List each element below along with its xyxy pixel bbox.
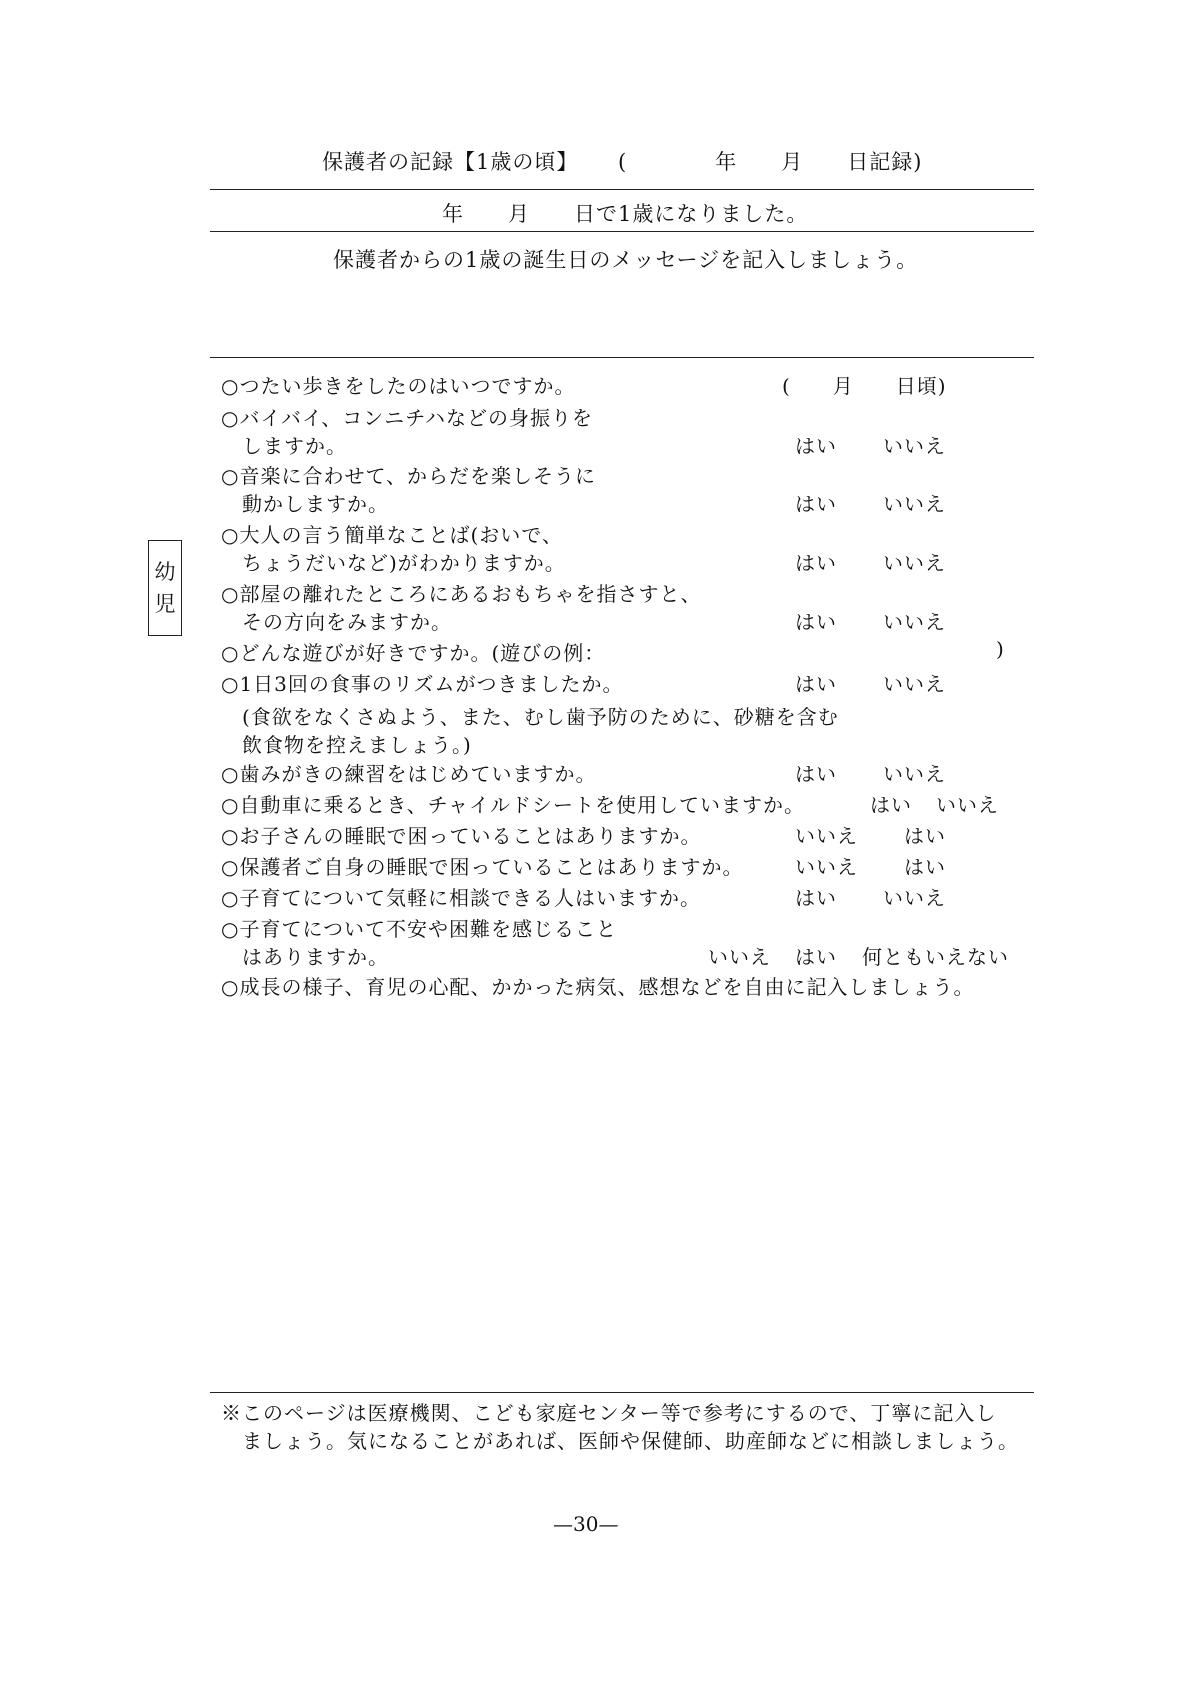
yes-option[interactable]: はい (795, 945, 837, 969)
birthday-line[interactable]: 年 月 日で1歳になりました。 (442, 202, 809, 226)
no-option[interactable]: いいえ (883, 551, 946, 575)
divider (210, 231, 1034, 232)
free-notes-area[interactable] (210, 1005, 1034, 1385)
side-label-box (148, 540, 182, 636)
side-label-char: 幼 (154, 560, 176, 584)
yes-option[interactable]: はい (795, 672, 837, 696)
question-free-notes: ○成長の様子、育児の心配、かかった病気、感想などを自由に記入しましょう。 (221, 975, 975, 999)
page-title: 保護者の記録【1歳の頃】 (322, 150, 579, 174)
footer-note-cont: ましょう。気になることがあれば、医師や保健師、助産師などに相談しましょう。 (242, 1429, 1019, 1453)
question-consult: ○子育てについて気軽に相談できる人はいますか。 (221, 886, 702, 910)
no-option[interactable]: いいえ (936, 793, 999, 817)
meals-note-cont: 飲食物を控えましょう。) (242, 733, 472, 757)
divider (210, 189, 1034, 190)
yes-option[interactable]: はい (795, 434, 837, 458)
yes-option[interactable]: はい (795, 610, 837, 634)
record-date-field[interactable]: ( 年 月 日記録) (618, 150, 923, 174)
question-child-seat: ○自動車に乗るとき、チャイルドシートを使用していますか。 (221, 793, 806, 817)
question-pointing-cont: その方向をみますか。 (242, 610, 452, 634)
message-area[interactable] (210, 280, 1034, 355)
walking-date-field[interactable]: ( 月 日頃) (782, 374, 947, 398)
yes-option[interactable]: はい (795, 492, 837, 516)
close-paren: ) (996, 637, 1005, 661)
yes-option[interactable]: はい (795, 551, 837, 575)
question-anxiety: ○子育てについて不安や困難を感じること (221, 917, 618, 941)
question-gestures: ○バイバイ、コンニチハなどの身振りを (221, 406, 594, 430)
question-words: ○大人の言う簡単なことば(おいで、 (221, 523, 563, 547)
no-option[interactable]: いいえ (795, 824, 858, 848)
question-pointing: ○部屋の離れたところにあるおもちゃを指さすと、 (221, 582, 702, 606)
meals-note: (食欲をなくさぬよう、また、むし歯予防のために、砂糖を含む (242, 705, 839, 729)
yes-option[interactable]: はい (795, 886, 837, 910)
question-gestures-cont: しますか。 (242, 434, 347, 458)
no-option[interactable]: いいえ (883, 886, 946, 910)
page-number: —30— (553, 1512, 619, 1536)
question-meals: ○1日3回の食事のリズムがつきましたか。 (221, 672, 624, 696)
question-anxiety-cont: はありますか。 (242, 945, 389, 969)
yes-option[interactable]: はい (795, 762, 837, 786)
question-music-cont: 動かしますか。 (242, 492, 389, 516)
question-words-cont: ちょうだいなど)がわかりますか。 (242, 551, 566, 575)
no-option[interactable]: いいえ (795, 855, 858, 879)
yes-option[interactable]: はい (904, 855, 946, 879)
no-option[interactable]: いいえ (708, 945, 771, 969)
question-music: ○音楽に合わせて、からだを楽しそうに (221, 464, 597, 488)
yes-option[interactable]: はい (870, 793, 912, 817)
question-play: ○どんな遊びが好きですか。(遊びの例： (221, 641, 606, 665)
cannot-say-option[interactable]: 何ともいえない (862, 945, 1009, 969)
question-child-sleep: ○お子さんの睡眠で困っていることはありますか。 (221, 824, 702, 848)
message-prompt: 保護者からの1歳の誕生日のメッセージを記入しましょう。 (333, 248, 919, 272)
question-brushing: ○歯みがきの練習をはじめていますか。 (221, 762, 597, 786)
yes-option[interactable]: はい (904, 824, 946, 848)
question-parent-sleep: ○保護者ご自身の睡眠で困っていることはありますか。 (221, 855, 744, 879)
no-option[interactable]: いいえ (883, 434, 946, 458)
no-option[interactable]: いいえ (883, 762, 946, 786)
no-option[interactable]: いいえ (883, 672, 946, 696)
question-walking: ○つたい歩きをしたのはいつですか。 (221, 374, 576, 398)
divider (210, 1392, 1034, 1393)
footer-note: ※このページは医療機関、こども家庭センター等で参考にするので、丁寧に記入し (221, 1401, 997, 1425)
divider (210, 357, 1034, 358)
side-label-char: 児 (154, 592, 176, 616)
play-example-field[interactable] (640, 634, 990, 660)
no-option[interactable]: いいえ (883, 492, 946, 516)
no-option[interactable]: いいえ (883, 610, 946, 634)
